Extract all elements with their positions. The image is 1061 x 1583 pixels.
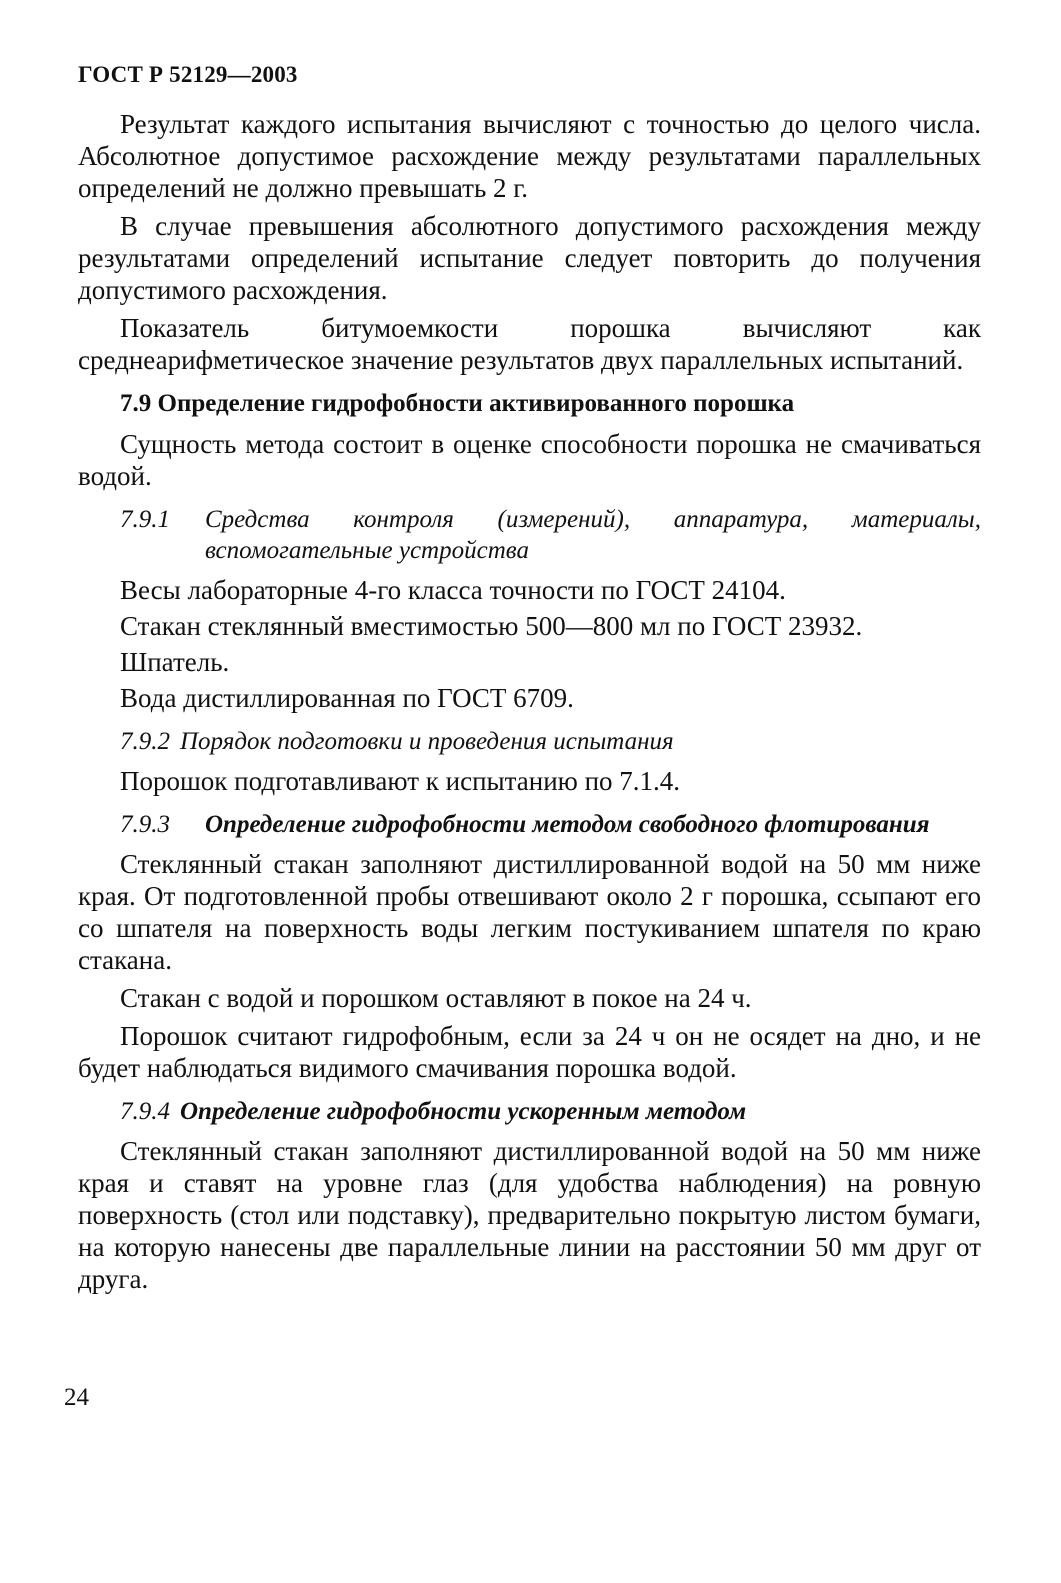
page-number: 24 <box>64 1384 89 1411</box>
section-paragraph: Порошок подготавливают к испытанию по 7.1.4. <box>120 766 681 796</box>
subsection-heading-7-9-3 <box>120 809 981 840</box>
subsection-title: Определение гидрофобности методом свободного флотирования <box>205 811 930 838</box>
subsection-title: Порядок подготовки и проведения испытания <box>180 728 674 755</box>
list-item: Весы лабораторные 4-го класса точности по ГОСТ 24104. <box>120 575 786 605</box>
subsection-heading-7-9-2 <box>120 726 981 757</box>
document-code: ГОСТ Р 52129—2003 <box>78 62 298 87</box>
section-paragraph: Стеклянный стакан заполняют дистиллированной водой на 50 мм ниже края. От подготовленной пробы отвешивают около 2 г порошка, ссыпают его со шпателя на поверхность воды легким постукиванием шпателя по краю стакана. <box>78 849 981 975</box>
section-paragraph: Порошок считают гидрофобным, если за 24 ч он не осядет на дно, и не будет наблюдаться видимого смачивания порошка водой. <box>78 1021 981 1083</box>
section-paragraph: Стакан с водой и порошком оставляют в покое на 24 ч. <box>120 983 752 1013</box>
list-item: Шпатель. <box>120 647 230 677</box>
subsection-heading-7-9-4 <box>120 1096 981 1127</box>
intro-paragraph: Показатель битумоемкости порошка вычисляют как среднеарифметическое значение результатов двух параллельных испытаний. <box>78 313 981 375</box>
subsection-number: 7.9.2 <box>120 728 170 755</box>
intro-paragraph: В случае превышения абсолютного допустимого расхождения между результатами определений испытание следует повторить до получения допустимого расхождения. <box>78 211 981 305</box>
section-heading-7-9: 7.9 Определение гидрофобности активированного порошка <box>120 390 795 417</box>
equipment-list <box>78 574 981 714</box>
subsection-title: Средства контроля (измерений), аппаратура, материалы, вспомогательные устройства <box>205 506 981 564</box>
list-item: Вода дистиллированная по ГОСТ 6709. <box>120 683 574 713</box>
intro-paragraph: Результат каждого испытания вычисляют с точностью до целого числа. Абсолютное допустимое расхождение между результатами параллельных определений не должно превышать 2 г. <box>78 109 981 203</box>
subsection-title: Определение гидрофобности ускоренным методом <box>180 1098 747 1125</box>
subsection-number: 7.9.3 <box>120 811 170 838</box>
list-item: Стакан стеклянный вместимостью 500—800 мл по ГОСТ 23932. <box>120 611 863 641</box>
section-paragraph: Стеклянный стакан заполняют дистиллированной водой на 50 мм ниже края и ставят на уровне глаз (для удобства наблюдения) на ровную поверхность (стол или подставку), предварительно покрытую листом бумаги, на которую нанесены две параллельные линии на расстоянии 50 мм друг от друга. <box>78 1136 981 1294</box>
subsection-number: 7.9.4 <box>120 1098 170 1125</box>
subsection-number: 7.9.1 <box>120 506 170 533</box>
section-paragraph: Сущность метода состоит в оценке способности порошка не смачиваться водой. <box>78 429 981 491</box>
subsection-heading-7-9-1 <box>120 504 981 566</box>
